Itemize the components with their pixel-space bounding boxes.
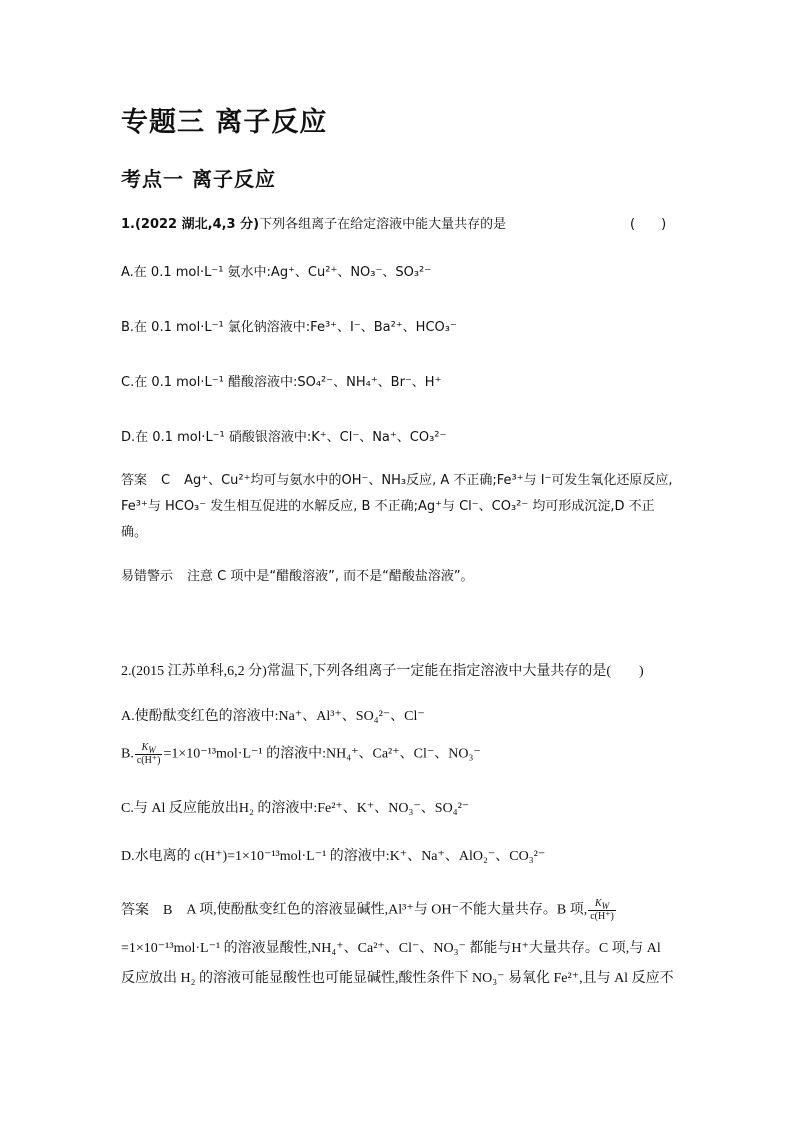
q1-answer: [121, 468, 676, 546]
q2-answer-label: 答案: [121, 902, 149, 918]
q2-answer-continued: =1×10⁻¹³mol·L⁻¹ 的溶液显酸性,NH₄⁺、Ca²⁺、Cl⁻、NO₃⁻ 都能与H⁺大量共存。C 项,与 Al 反应放出 H₂ 的溶液可能显酸性也可能显碱性,酸性条件下 NO₃⁻ 易氧化 Fe²⁺,且与 Al 反应不: [121, 941, 674, 986]
kw-denominator-answer: c(H⁺): [590, 911, 614, 922]
q1-source: 1.(2022 湖北,4,3 分): [121, 217, 260, 232]
q1-option-b: B.在 0.1 mol·L⁻¹ 氯化钠溶液中:Fe³⁺、I⁻、Ba²⁺、HCO₃⁻: [121, 320, 457, 335]
kw-numerator-answer: K: [594, 898, 602, 909]
q2-stem: [121, 660, 644, 680]
q1-answer-letter: C: [161, 473, 171, 488]
q2-option-b-prefix: B.: [121, 746, 134, 762]
kw-numerator: K: [141, 742, 149, 753]
q2-stem-text: 常温下,下列各组离子一定能在指定溶液中大量共存的是( ): [266, 664, 644, 679]
q2-option-b-text: =1×10⁻¹³mol·L⁻¹ 的溶液中:NH₄⁺、Ca²⁺、Cl⁻、NO₃⁻: [163, 746, 481, 762]
q1-stem-text: 下列各组离子在给定溶液中能大量共存的是: [259, 217, 507, 232]
q1-option-a: A.在 0.1 mol·L⁻¹ 氨水中:Ag⁺、Cu²⁺、NO₃⁻、SO₃²⁻: [121, 265, 432, 280]
page-title: 专题三 离子反应: [121, 107, 328, 138]
section-heading: 考点一 离子反应: [121, 167, 276, 191]
q1-warning-label: 易错警示: [121, 569, 174, 584]
q2-option-c: C.与 Al 反应能放出H₂ 的溶液中:Fe²⁺、K⁺、NO₃⁻、SO₄²⁻: [121, 801, 470, 816]
kw-numerator-sub-answer: W: [601, 901, 610, 911]
q1-answer-label: 答案: [121, 473, 148, 488]
q2-source: 2.(2015 江苏单科,6,2 分): [121, 664, 267, 679]
q1-stem: [121, 215, 506, 235]
q1-option-c: C.在 0.1 mol·L⁻¹ 醋酸溶液中:SO₄²⁻、NH₄⁺、Br⁻、H⁺: [121, 375, 442, 390]
q1-answer-paren: ( ): [630, 217, 667, 232]
q2-answer-text-1: A 项,使酚酞变红色的溶液显碱性,Al³⁺与 OH⁻不能大量共存。B 项,: [186, 902, 588, 918]
q2-option-a: A.使酚酞变红色的溶液中:Na⁺、Al³⁺、SO₄²⁻、Cl⁻: [121, 709, 425, 724]
q2-answer-line1: [121, 898, 617, 923]
kw-numerator-sub: W: [148, 745, 156, 755]
q1-warning: [121, 567, 474, 587]
kw-fraction: [135, 742, 163, 767]
q2-option-b: [121, 742, 481, 767]
kw-denominator: c(H⁺): [136, 755, 161, 766]
q1-answer-text: Ag⁺、Cu²⁺均可与氨水中的OH⁻、NH₃反应, A 不正确;Fe³⁺与 I⁻可发生氧化还原反应, Fe³⁺与 HCO₃⁻ 发生相互促进的水解反应, B 不正确;Ag⁺与 Cl⁻、CO₃²⁻ 均可形成沉淀,D 不正确。: [121, 473, 673, 540]
q2-answer-letter: B: [163, 902, 173, 918]
q1-warning-text: 注意 C 项中是“醋酸溶液”, 而不是“醋酸盐溶液”。: [187, 569, 474, 584]
kw-fraction-answer: [588, 898, 616, 923]
q2-option-d: D.水电离的 c(H⁺)=1×10⁻¹³mol·L⁻¹ 的溶液中:K⁺、Na⁺、AlO₂⁻、CO₃²⁻: [121, 849, 546, 864]
q1-option-d: D.在 0.1 mol·L⁻¹ 硝酸银溶液中:K⁺、Cl⁻、Na⁺、CO₃²⁻: [121, 430, 447, 445]
